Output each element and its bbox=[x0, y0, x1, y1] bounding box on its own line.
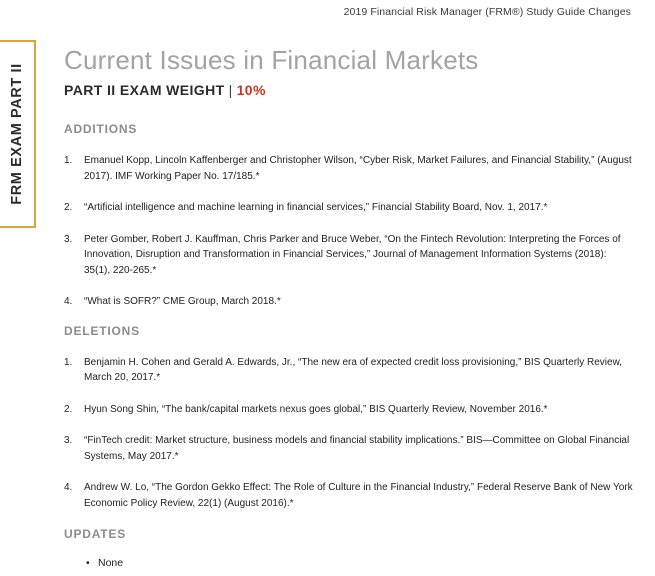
deletions-heading: DELETIONS bbox=[64, 323, 140, 338]
reference-text: Emanuel Kopp, Lincoln Kaffenberger and Christopher Wilson, “Cyber Risk, Market Failures, and Financial Stability,” (August 2017). IMF Working Paper No. 17/185.* bbox=[84, 155, 632, 182]
deletions-item bbox=[64, 355, 634, 386]
bullet-mark: • bbox=[86, 557, 90, 569]
deletions-item bbox=[64, 433, 634, 464]
item-number: 2. bbox=[64, 403, 73, 415]
item-number: 4. bbox=[64, 482, 73, 493]
exam-weight-label: PART II EXAM WEIGHT bbox=[64, 82, 225, 98]
reference-text: Benjamin H. Cohen and Gerald A. Edwards, Jr., “The new era of expected credit loss provisioning,” BIS Quarterly Review, March 20, 2017.* bbox=[84, 356, 623, 383]
document-header-note: 2019 Financial Risk Manager (FRM®) Study Guide Changes bbox=[343, 6, 631, 18]
item-number: 3. bbox=[64, 233, 73, 245]
item-number: 1. bbox=[64, 356, 73, 368]
additions-item bbox=[64, 232, 634, 279]
reference-text: Andrew W. Lo, “The Gordon Gekko Effect: The Role of Culture in the Financial Industry,” Federal Reserve Bank of New York Economic Policy Review, 22(1) (August 2016).* bbox=[84, 482, 633, 509]
updates-item bbox=[64, 557, 634, 569]
additions-item bbox=[64, 200, 634, 216]
updates-heading: UPDATES bbox=[64, 527, 127, 541]
exam-weight-value: 10% bbox=[236, 82, 266, 98]
additions-heading: ADDITIONS bbox=[64, 122, 138, 136]
deletions-list bbox=[64, 355, 634, 512]
exam-weight-line bbox=[64, 82, 634, 98]
item-number: 3. bbox=[64, 435, 73, 446]
update-text: None bbox=[98, 557, 124, 569]
reference-text: “What is SOFR?” CME Group, March 2018.* bbox=[84, 296, 281, 307]
additions-list bbox=[64, 153, 634, 310]
item-number: 1. bbox=[64, 155, 73, 166]
additions-item bbox=[64, 153, 634, 184]
reference-text: “Artificial intelligence and machine learning in financial services,” Financial Stability Board, Nov. 1, 2017.* bbox=[84, 202, 548, 213]
main-content bbox=[64, 44, 634, 569]
reference-text: Peter Gomber, Robert J. Kauffman, Chris Parker and Bruce Weber, “On the Fintech Revolution: Interpreting the Forces of Innovation, Disruption and Transformation in Financial Services,” Journal of Management Information Systems (2018): 35(1), 220-265.* bbox=[84, 233, 621, 276]
reference-text: “FinTech credit: Market structure, business models and financial stability implications.” BIS—Committee on Global Financial Systems, May 2017.* bbox=[84, 435, 630, 462]
additions-item bbox=[64, 294, 634, 310]
side-tab-label: FRM EXAM PART II bbox=[9, 63, 25, 205]
deletions-item bbox=[64, 480, 634, 511]
reference-text: Hyun Song Shin, “The bank/capital markets nexus goes global,” BIS Quarterly Review, November 2016.* bbox=[84, 403, 548, 415]
side-section-tab bbox=[0, 40, 36, 228]
page-title: Current Issues in Financial Markets bbox=[64, 45, 479, 75]
exam-weight-separator: | bbox=[228, 82, 233, 98]
item-number: 4. bbox=[64, 296, 73, 307]
deletions-item bbox=[64, 402, 634, 418]
updates-list bbox=[64, 557, 634, 569]
item-number: 2. bbox=[64, 202, 73, 213]
